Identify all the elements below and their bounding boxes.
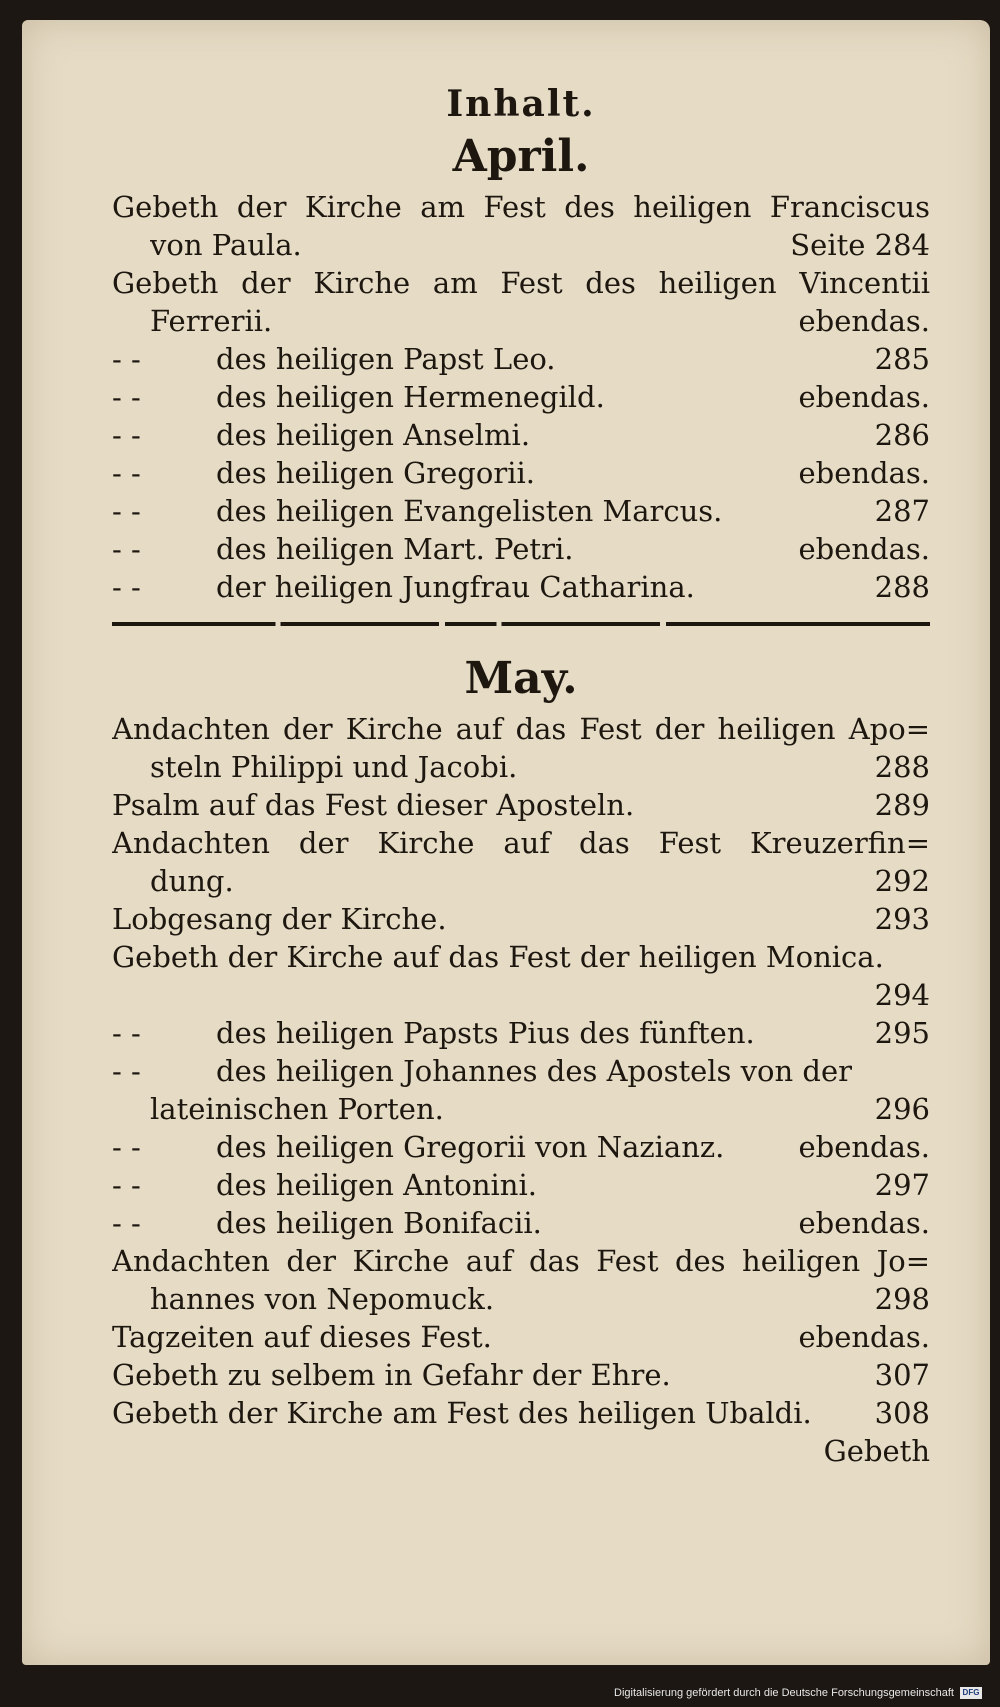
entry-page: 286 bbox=[874, 418, 930, 452]
entry-page: 288 bbox=[874, 750, 930, 784]
entry-page: ebendas. bbox=[798, 1320, 930, 1354]
toc-entry bbox=[112, 492, 930, 530]
toc-section-may bbox=[112, 710, 930, 1432]
entry-text: des heiligen Gregorii. bbox=[216, 456, 535, 490]
toc-entry bbox=[112, 378, 930, 416]
entry-text: des heiligen Evangelisten Marcus. bbox=[216, 494, 723, 528]
book-page bbox=[22, 20, 990, 1665]
entry-text: von Paula. bbox=[150, 228, 302, 262]
dfg-logo: DFG bbox=[960, 1687, 982, 1699]
section-heading-april: April. bbox=[452, 131, 590, 182]
entry-page: ebendas. bbox=[798, 1206, 930, 1240]
toc-entry bbox=[112, 1318, 930, 1356]
entry-text: hannes von Nepomuck. bbox=[150, 1282, 495, 1316]
toc-entry bbox=[112, 1394, 930, 1432]
toc-entry bbox=[112, 1356, 930, 1394]
toc-entry bbox=[112, 1128, 930, 1166]
entry-text: des heiligen Mart. Petri. bbox=[216, 532, 574, 566]
toc-entry bbox=[112, 302, 930, 340]
entry-text: Andachten der Kirche auf das Fest Kreuzerfin= bbox=[112, 826, 930, 860]
entry-page: 292 bbox=[874, 864, 930, 898]
entry-page: Seite 284 bbox=[790, 228, 930, 262]
entry-page: 307 bbox=[874, 1358, 930, 1392]
entry-page: 295 bbox=[874, 1016, 930, 1050]
toc-entry bbox=[112, 1204, 930, 1242]
toc-entry bbox=[112, 710, 930, 748]
toc-entry bbox=[112, 1052, 930, 1090]
section-divider bbox=[112, 622, 930, 626]
entry-page: 285 bbox=[874, 342, 930, 376]
entry-page: 289 bbox=[874, 788, 930, 822]
toc-entry bbox=[112, 340, 930, 378]
toc-entry bbox=[112, 938, 930, 976]
running-head: Inhalt. bbox=[446, 83, 596, 125]
entry-dash: - - bbox=[112, 1168, 141, 1202]
entry-dash: - - bbox=[112, 342, 141, 376]
entry-text: Gebeth der Kirche am Fest des heiligen Vincentii bbox=[112, 266, 930, 300]
entry-page: 288 bbox=[874, 570, 930, 604]
page-content bbox=[112, 60, 930, 1470]
funding-credit: Digitalisierung gefördert durch die Deutsche Forschungsgemeinschaft bbox=[614, 1687, 954, 1699]
toc-section-april bbox=[112, 188, 930, 606]
toc-entry bbox=[112, 824, 930, 862]
toc-entry bbox=[112, 1014, 930, 1052]
entry-page: 308 bbox=[874, 1396, 930, 1430]
entry-text: Andachten der Kirche auf das Fest der heiligen Apo= bbox=[112, 712, 930, 746]
entry-text: Andachten der Kirche auf das Fest des heiligen Jo= bbox=[112, 1244, 930, 1278]
entry-text: steln Philippi und Jacobi. bbox=[150, 750, 518, 784]
entry-page: ebendas. bbox=[798, 456, 930, 490]
entry-dash: - - bbox=[112, 1016, 141, 1050]
toc-entry bbox=[112, 226, 930, 264]
entry-text: Ferrerii. bbox=[150, 304, 273, 338]
toc-entry bbox=[112, 454, 930, 492]
entry-text: Gebeth zu selbem in Gefahr der Ehre. bbox=[112, 1358, 671, 1392]
entry-dash: - - bbox=[112, 1054, 141, 1088]
entry-page: 298 bbox=[874, 1282, 930, 1316]
entry-dash: - - bbox=[112, 418, 141, 452]
entry-dash: - - bbox=[112, 380, 141, 414]
entry-page: 293 bbox=[874, 902, 930, 936]
entry-page: ebendas. bbox=[798, 532, 930, 566]
entry-dash: - - bbox=[112, 532, 141, 566]
entry-page: 296 bbox=[874, 1092, 930, 1126]
entry-text: der heiligen Jungfrau Catharina. bbox=[216, 570, 695, 604]
entry-dash: - - bbox=[112, 494, 141, 528]
digitization-footer bbox=[614, 1687, 982, 1699]
entry-page: ebendas. bbox=[798, 304, 930, 338]
entry-page: 294 bbox=[874, 978, 930, 1012]
toc-entry bbox=[112, 188, 930, 226]
toc-entry bbox=[112, 786, 930, 824]
entry-text: des heiligen Johannes des Apostels von der bbox=[216, 1054, 852, 1088]
toc-entry bbox=[112, 264, 930, 302]
toc-entry bbox=[112, 1166, 930, 1204]
section-heading-may: May. bbox=[464, 653, 578, 704]
entry-text: des heiligen Gregorii von Nazianz. bbox=[216, 1130, 725, 1164]
toc-entry bbox=[112, 900, 930, 938]
entry-text: des heiligen Papsts Pius des fünften. bbox=[216, 1016, 755, 1050]
entry-text: des heiligen Antonini. bbox=[216, 1168, 537, 1202]
entry-dash: - - bbox=[112, 456, 141, 490]
toc-entry bbox=[112, 976, 930, 1014]
toc-entry bbox=[112, 1280, 930, 1318]
catchword: Gebeth bbox=[823, 1434, 930, 1468]
entry-page: 297 bbox=[874, 1168, 930, 1202]
toc-entry bbox=[112, 416, 930, 454]
entry-page: ebendas. bbox=[798, 1130, 930, 1164]
entry-text: Gebeth der Kirche auf das Fest der heiligen Monica. bbox=[112, 940, 884, 974]
entry-text: des heiligen Bonifacii. bbox=[216, 1206, 542, 1240]
toc-entry bbox=[112, 568, 930, 606]
entry-text: des heiligen Hermenegild. bbox=[216, 380, 605, 414]
toc-entry bbox=[112, 1090, 930, 1128]
entry-text: Gebeth der Kirche am Fest des heiligen Franciscus bbox=[112, 190, 930, 224]
entry-text: des heiligen Papst Leo. bbox=[216, 342, 556, 376]
toc-entry bbox=[112, 1242, 930, 1280]
entry-text: Psalm auf das Fest dieser Aposteln. bbox=[112, 788, 635, 822]
entry-page: ebendas. bbox=[798, 380, 930, 414]
entry-text: Gebeth der Kirche am Fest des heiligen Ubaldi. bbox=[112, 1396, 812, 1430]
toc-entry bbox=[112, 530, 930, 568]
entry-dash: - - bbox=[112, 570, 141, 604]
entry-text: Lobgesang der Kirche. bbox=[112, 902, 447, 936]
entry-dash: - - bbox=[112, 1206, 141, 1240]
entry-text: dung. bbox=[150, 864, 234, 898]
entry-page: 287 bbox=[874, 494, 930, 528]
entry-text: lateinischen Porten. bbox=[150, 1092, 444, 1126]
entry-text: des heiligen Anselmi. bbox=[216, 418, 531, 452]
entry-dash: - - bbox=[112, 1130, 141, 1164]
toc-entry bbox=[112, 748, 930, 786]
toc-entry bbox=[112, 862, 930, 900]
entry-text: Tagzeiten auf dieses Fest. bbox=[112, 1320, 492, 1354]
